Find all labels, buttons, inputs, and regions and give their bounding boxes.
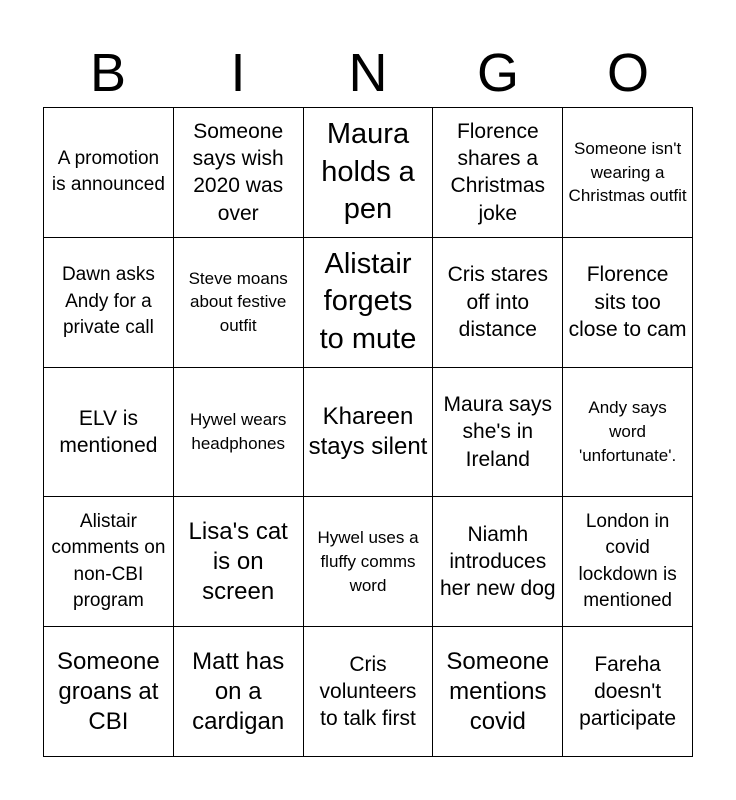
bingo-cell-r1-c4[interactable] [433,108,563,238]
bingo-cell-r4-c5[interactable] [563,497,693,627]
bingo-cell-r5-c2[interactable] [174,627,304,757]
header-letter-n: N [348,43,388,103]
cell-text: Niamh introduces her new dog [439,522,556,601]
cell-text: Khareen stays silent [308,402,428,460]
cell-text: London in covid lockdown is mentioned [578,510,677,612]
cell-text: Lisa's cat is on screen [188,517,288,605]
bingo-cell-r2-c2[interactable] [174,238,304,368]
cell-text: Cris volunteers to talk first [319,652,417,731]
bingo-card-grid [43,107,693,757]
cell-text: Maura says she's in Ireland [443,393,553,471]
bingo-cell-r1-c1[interactable] [44,108,174,238]
bingo-cell-r3-c4[interactable] [433,368,563,498]
bingo-cell-r1-c3[interactable] [304,108,434,238]
bingo-cell-r5-c5[interactable] [563,627,693,757]
bingo-cell-r1-c2[interactable] [174,108,304,238]
bingo-cell-r2-c1[interactable] [44,238,174,368]
bingo-cell-r3-c2[interactable] [174,368,304,498]
cell-text: A promotion is announced [51,147,165,196]
cell-text: Someone says wish 2020 was over [192,119,284,225]
header-letter-b: B [89,43,127,103]
bingo-cell-r4-c3[interactable] [304,497,434,627]
cell-text: Someone groans at CBI [57,647,160,735]
cell-text: Someone isn't wearing a Christmas outfit [568,138,687,206]
cell-text: Andy says word 'unfortunate'. [578,398,677,465]
bingo-cell-r1-c5[interactable] [563,108,693,238]
cell-text: Dawn asks Andy for a private call [61,264,155,339]
bingo-cell-r5-c3[interactable] [304,627,434,757]
bingo-cell-r4-c4[interactable] [433,497,563,627]
cell-text: Hywel uses a fluffy comms word [317,528,419,595]
header-letter-i: I [230,43,246,103]
bingo-cell-r4-c2[interactable] [174,497,304,627]
cell-text: Someone mentions covid [446,647,550,735]
bingo-cell-r3-c5[interactable] [563,368,693,498]
cell-text: Steve moans about festive outfit [188,268,288,336]
header-letter-o: O [606,43,649,103]
cell-text: Hywel wears headphones [190,410,287,453]
bingo-cell-r2-c4[interactable] [433,238,563,368]
header-letter-g: G [476,43,519,103]
cell-text: Maura holds a pen [321,117,415,226]
bingo-header [43,40,693,106]
bingo-cell-r3-c3[interactable] [304,368,434,498]
cell-text: Alistair comments on non-CBI program [51,510,166,612]
cell-text: Alistair forgets to mute [319,247,417,356]
bingo-cell-r5-c4[interactable] [433,627,563,757]
cell-text: Florence sits too close to cam [568,263,687,341]
cell-text: ELV is mentioned [59,406,158,457]
bingo-cell-r2-c5[interactable] [563,238,693,368]
bingo-cell-r2-c3[interactable] [304,238,434,368]
cell-text: Cris stares off into distance [447,263,548,341]
cell-text: Fareha doesn't participate [579,652,677,731]
bingo-cell-r4-c1[interactable] [44,497,174,627]
bingo-cell-r3-c1[interactable] [44,368,174,498]
bingo-cell-r5-c1[interactable] [44,627,174,757]
cell-text: Florence shares a Christmas joke [450,119,546,225]
cell-text: Matt has on a cardigan [192,647,285,735]
